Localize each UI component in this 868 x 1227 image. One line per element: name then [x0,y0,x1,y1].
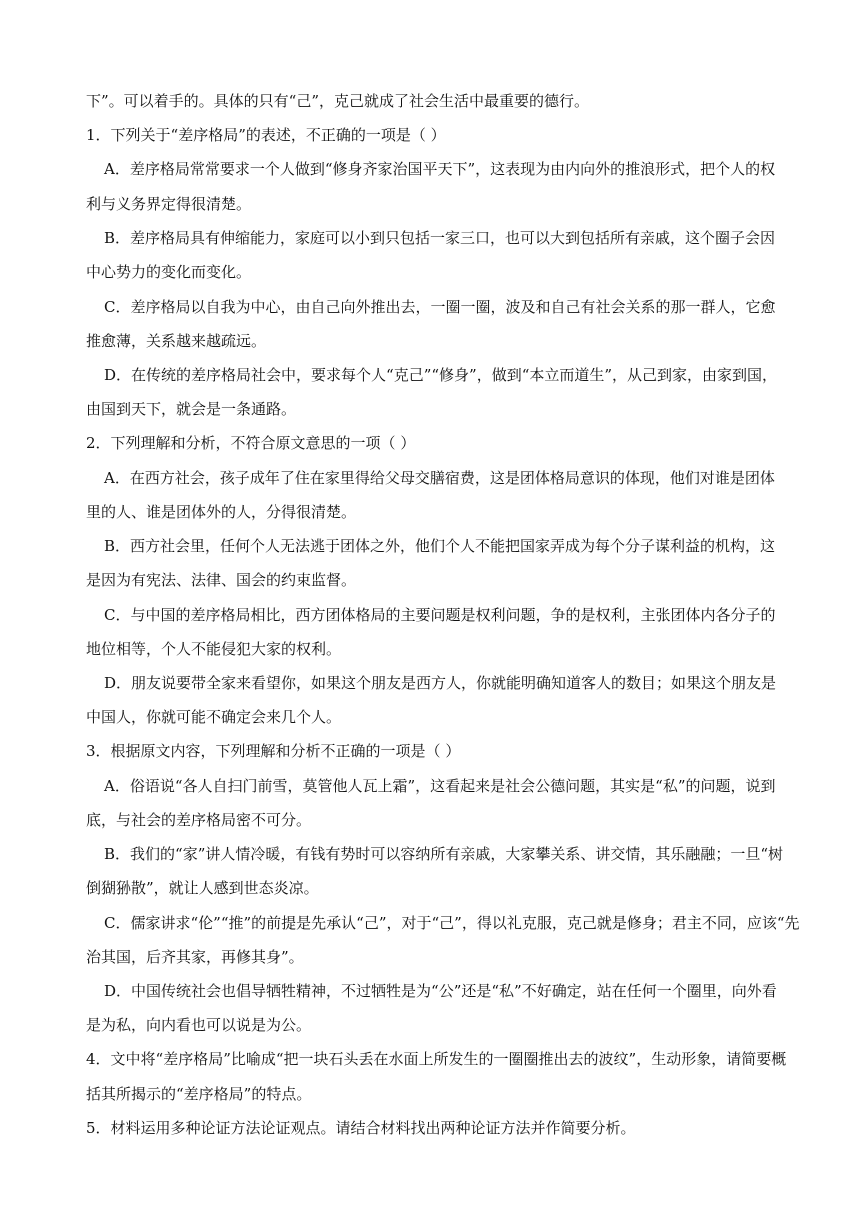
question-3-stem: 3．根据原文内容，下列理解和分析不正确的一项是（ ） [86,742,461,760]
q3-option-a-line1: A．俗语说“各人自扫门前雪，莫管他人瓦上霜”，这看起来是社会公德问题，其实是“私”的问题，说到 [104,777,776,795]
question-4-line1: 4．文中将“差序格局”比喻成“把一块石头丢在水面上所发生的一圈圈推出去的波纹”，生动形象，请简要概 [86,1050,787,1068]
q3-option-c-line1: C．儒家讲求“伦”“推”的前提是先承认“己”，对于“己”，得以礼克服，克己就是修身；君主不同，应该“先 [104,914,800,932]
q1-option-c-line1: C．差序格局以自我为中心，由自己向外推出去，一圈一圈，波及和自己有社会关系的那一群人，它愈 [104,298,776,316]
q2-option-c-line1: C．与中国的差序格局相比，西方团体格局的主要问题是权利问题，争的是权利，主张团体内各分子的 [104,606,776,624]
q3-option-b-line2: 倒猢狲散”，就让人感到世态炎凉。 [86,879,319,897]
q2-option-a-line1: A．在西方社会，孩子成年了住在家里得给父母交膳宿费，这是团体格局意识的体现，他们对谁是团体 [104,469,775,487]
q3-option-d-line2: 是为私，向内看也可以说是为公。 [86,1016,312,1034]
q2-option-b-line2: 是因为有宪法、法律、国会的约束监督。 [86,571,357,589]
q3-option-c-line2: 治其国，后齐其家，再修其身”。 [86,948,304,966]
question-1-stem: 1．下列关于“差序格局”的表述，不正确的一项是（ ） [86,126,446,144]
question-5-stem: 5．材料运用多种论证方法论证观点。请结合材料找出两种论证方法并作简要分析。 [86,1119,636,1137]
q1-option-a-line2: 利与义务界定得很清楚。 [86,195,252,213]
question-4-line2: 括其所揭示的“差序格局”的特点。 [86,1085,312,1103]
q1-option-d-line2: 由国到天下，就会是一条通路。 [86,400,297,418]
q2-option-d-line2: 中国人，你就可能不确定会来几个人。 [86,708,342,726]
q3-option-d-line1: D．中国传统社会也倡导牺牲精神，不过牺牲是为“公”还是“私”不好确定，站在任何一个圈里，向外看 [104,982,777,1000]
q3-option-b-line1: B．我们的“家”讲人情冷暖，有钱有势时可以容纳所有亲戚，大家攀关系、讲交情，其乐融融；一旦“树 [104,845,784,863]
q1-option-c-line2: 推愈薄，关系越来越疏远。 [86,332,267,350]
q3-option-a-line2: 底，与社会的差序格局密不可分。 [86,811,312,829]
q1-option-d-line1: D．在传统的差序格局社会中，要求每个人“克己”“修身”，做到“本立而道生”，从己到家，由家到国， [104,366,778,384]
q1-option-a-line1: A．差序格局常常要求一个人做到“修身齐家治国平天下”，这表现为由内向外的推浪形式，把个人的权 [104,160,776,178]
q2-option-a-line2: 里的人、谁是团体外的人，分得很清楚。 [86,503,357,521]
q1-option-b-line1: B．差序格局具有伸缩能力，家庭可以小到只包括一家三口，也可以大到包括所有亲戚，这个圈子会因 [104,229,776,247]
question-2-stem: 2．下列理解和分析，不符合原文意思的一项（ ） [86,434,416,452]
q2-option-c-line2: 地位相等，个人不能侵犯大家的权利。 [86,640,342,658]
intro-line: 下”。可以着手的。具体的只有“己”，克己就成了社会生活中最重要的德行。 [86,92,590,110]
q2-option-b-line1: B．西方社会里，任何个人无法逃于团体之外，他们个人不能把国家弄成为每个分子谋利益的机构，这 [104,537,776,555]
q2-option-d-line1: D．朋友说要带全家来看望你，如果这个朋友是西方人，你就能明确知道客人的数目；如果这个朋友是 [104,674,777,692]
q1-option-b-line2: 中心势力的变化而变化。 [86,263,252,281]
